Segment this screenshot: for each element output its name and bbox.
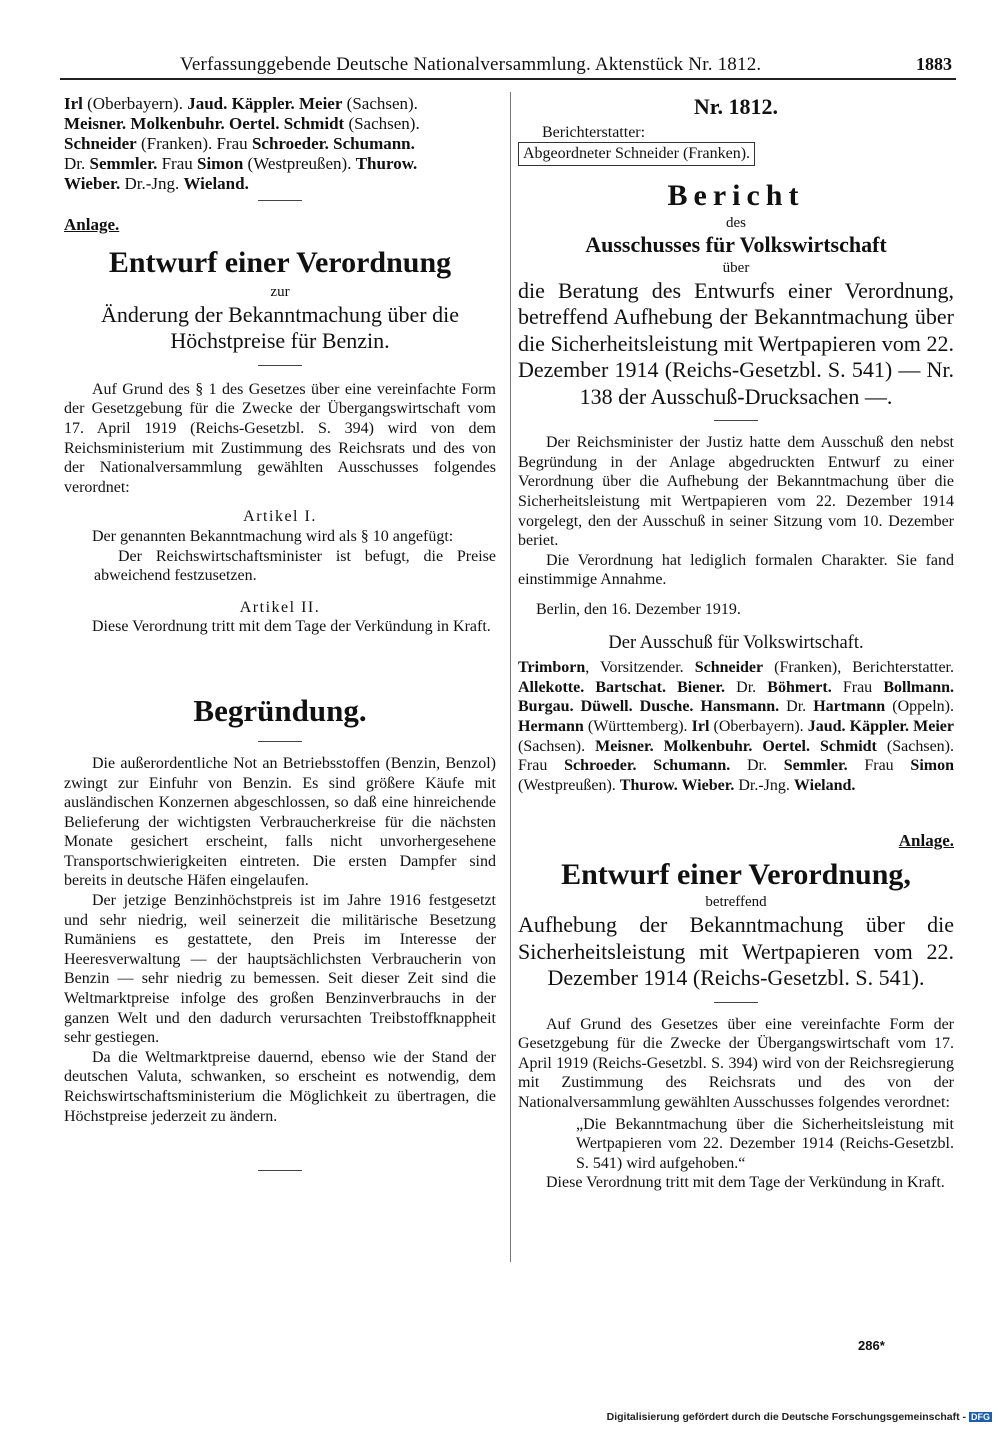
header-title: Verfassunggebende Deutsche Nationalversammlung. Aktenstück Nr. 1812. xyxy=(180,54,762,75)
report-body-1: Der Reichsminister der Justiz hatte dem Ausschuß den nebst Begründung in der Anlage abgedruckten Entwurf zu einer Verordnung über die Aufhebung der Bekanntmachung über die Sicherheitsleistung mit Wertpapieren vom 22. Dezember 1914 vorgelegt, den der Ausschuß in seiner Sitzung vom 10. Dezember beriet. xyxy=(518,434,954,550)
report-body-2: Die Verordnung hat lediglich formalen Charakter. Sie fand einstimmige Annahme. xyxy=(518,551,954,589)
member-line xyxy=(64,134,496,154)
separator-rule xyxy=(258,741,302,742)
draft-subtitle: Aufhebung der Bekanntmachung über die Sicherheitsleistung mit Wertpapieren vom 22. Dezember 1914 (Reichs-Gesetzbl. S. 541). xyxy=(518,912,954,991)
page-signature: 286* xyxy=(858,1338,885,1353)
article-1-heading: Artikel I. xyxy=(243,508,317,526)
committee-signature: Der Ausschuß für Volkswirtschaft. xyxy=(608,632,864,653)
member-name: Simon xyxy=(197,154,244,173)
separator-rule xyxy=(714,420,758,421)
footer-text: Digitalisierung gefördert durch die Deutsche Forschungsgemeinschaft - xyxy=(606,1411,966,1423)
justification-para-3: Da die Weltmarktpreise dauernd, ebenso wie der Stand der deutschen Valuta, schwanken, so erscheint es notwendig, dem Reichswirtschaftsministerium die Möglichkeit zu übertragen, die Höchstpreise jederzeit zu ändern. xyxy=(64,1048,496,1125)
member-note: (Franken), Berichterstatter. xyxy=(763,659,954,677)
article-2-heading: Artikel II. xyxy=(239,598,321,616)
member-name: Semmler. xyxy=(783,757,848,775)
report-title: Bericht xyxy=(667,178,805,212)
report-ueber: über xyxy=(722,259,750,276)
report-des: des xyxy=(726,214,746,231)
draft-subtitle: Änderung der Bekanntmachung über die Höchstpreise für Benzin. xyxy=(101,301,459,354)
member-note: (Westpreußen). xyxy=(243,154,356,173)
member-name: Simon xyxy=(910,757,954,775)
member-note: Frau xyxy=(831,678,884,696)
member-name: Trimborn xyxy=(518,659,586,677)
member-name: Meisner. Molkenbuhr. Oertel. Schmidt xyxy=(64,114,345,133)
member-line xyxy=(64,154,496,174)
committee-title: Ausschusses für Volkswirtschaft xyxy=(585,232,887,258)
member-line xyxy=(64,174,496,194)
page-number: 1883 xyxy=(916,54,952,74)
member-note: (Oberbayern). xyxy=(709,717,808,735)
dfg-logo: DFG xyxy=(971,1412,990,1422)
member-name: Wieber. xyxy=(64,174,121,193)
member-list-continued xyxy=(64,94,496,194)
member-name: Thurow. xyxy=(355,154,418,173)
right-column xyxy=(518,94,954,1193)
member-name: Schroeder. Schumann. xyxy=(564,757,731,775)
draft-title: Entwurf einer Verordnung xyxy=(108,246,452,279)
member-line xyxy=(64,94,496,114)
member-name: Jaud. Käppler. Meier xyxy=(187,94,343,113)
member-name: Wieland. xyxy=(793,776,856,794)
member-note: Frau xyxy=(847,757,911,775)
rapporteur-name: Abgeordneter Schneider (Franken). xyxy=(518,142,954,166)
appendix-label: Anlage. xyxy=(898,831,954,851)
left-column xyxy=(64,94,496,1171)
justification-para-1: Die außerordentliche Not an Betriebsstoffen (Benzin, Benzol) zwingt zur Einfuhr von Benzin. Es sind größere Käufe mit ausländischen Konzernen abgeschlossen, so daß eine hinreichende Belieferung der wichtigsten Verbraucherkreise für die nächsten Monate gesichert erscheint, falls nicht unvorhergesehene Transportschwierigkeiten eintreten. Die ersten Dampfer sind bereits in deutsche Häfen eingelaufen. xyxy=(64,754,496,890)
article-1-text: Der genannten Bekanntmachung wird als § 10 angefügt: xyxy=(92,527,454,545)
draft-zur: zur xyxy=(270,284,290,300)
member-name: Allekotte. Bartschat. Biener. xyxy=(518,678,725,696)
separator-rule xyxy=(258,1170,302,1171)
member-name: Irl xyxy=(64,94,83,113)
draft-closing: Diese Verordnung tritt mit dem Tage der Verkündung in Kraft. xyxy=(546,1174,945,1192)
member-note: Dr.-Jng. xyxy=(734,776,794,794)
member-note: Dr. xyxy=(730,757,784,775)
preamble: Auf Grund des § 1 des Gesetzes über eine vereinfachte Form der Gesetzgebung für die Zwecke der Übergangswirtschaft vom 17. April 1919 (Reichs-Gesetzbl. S. 394) wird von dem Reichsministerium mit Zustimmung des Reichsrats und des von der Nationalversammlung gewählten Ausschusses folgendes verordnet: xyxy=(64,380,496,496)
member-note: (Sachsen). xyxy=(518,737,596,755)
rapporteur-label: Berichterstatter: xyxy=(542,123,646,141)
member-note: (Franken). Frau xyxy=(136,134,252,153)
member-note: (Westpreußen). xyxy=(518,776,620,794)
member-name: Böhmert. xyxy=(767,678,832,696)
member-note: Frau xyxy=(157,154,197,173)
member-name: Jaud. Käppler. Meier xyxy=(807,717,954,735)
member-name: Thurow. Wieber. xyxy=(619,776,735,794)
member-name: Schneider xyxy=(694,659,764,677)
member-note: (Oberbayern). xyxy=(82,94,188,113)
member-note: Dr. xyxy=(779,698,814,716)
justification-heading: Begründung. xyxy=(193,692,367,728)
draft-quote: „Die Bekanntmachung über die Sicherheitsleistung mit Wertpapieren vom 22. Dezember 1914 (Reichs-Gesetzbl. S. 541) wird aufgehoben.“ xyxy=(576,1115,954,1172)
draft-betreffend: betreffend xyxy=(705,894,767,911)
member-note: (Oppeln). xyxy=(885,698,954,716)
member-note: (Sachsen). Frau xyxy=(518,737,954,775)
member-name: Schroeder. Schumann. xyxy=(251,134,415,153)
member-name: Hermann xyxy=(518,717,584,735)
member-name: Irl xyxy=(691,717,710,735)
member-name: Bollmann. Burgau. Düwell. Dusche. Hansmann. xyxy=(518,678,955,716)
separator-rule xyxy=(714,1002,758,1003)
member-line xyxy=(64,114,496,134)
footer-credit xyxy=(607,1411,992,1423)
document-number: Nr. 1812. xyxy=(693,94,779,119)
committee-members xyxy=(518,658,954,795)
column-divider xyxy=(510,92,511,1262)
running-header xyxy=(60,52,956,80)
article-1-quote: Der Reichswirtschaftsminister ist befugt, die Preise abweichend festzusetzen. xyxy=(94,547,496,585)
member-note: (Württemberg). xyxy=(583,717,692,735)
member-name: Hartmann xyxy=(813,698,886,716)
separator-rule xyxy=(258,365,302,366)
article-2-text: Diese Verordnung tritt mit dem Tage der Verkündung in Kraft. xyxy=(92,618,491,636)
member-note: (Sachsen). xyxy=(342,94,418,113)
member-note: Dr. xyxy=(725,678,768,696)
member-name: Meisner. Molkenbuhr. Oertel. Schmidt xyxy=(595,737,877,755)
member-name: Semmler. xyxy=(89,154,158,173)
draft-title: Entwurf einer Verordnung, xyxy=(561,858,911,892)
member-note: (Sachsen). xyxy=(344,114,420,133)
member-note: , Vorsitzender. xyxy=(585,659,695,677)
member-note: Dr. xyxy=(64,154,90,173)
member-name: Schneider xyxy=(64,134,137,153)
justification-para-2: Der jetzige Benzinhöchstpreis ist im Jahre 1916 festgesetzt und sehr niedrig, weil seinerzeit die militärische Besetzung Rumäniens es gestattete, den Preis im Interesse der Heeresverwaltung — der hauptsächlichsten Verbraucherin von Benzin — sehr niedrig zu bemessen. Seit dieser Zeit sind die Weltmarktpreise infolge des großen Benzinverbrauchs in der ganzen Welt und den dadurch verursachten Treibstoffknappheit sehr gestiegen. xyxy=(64,892,496,1047)
appendix-label: Anlage. xyxy=(64,215,120,234)
report-subject: die Beratung des Entwurfs einer Verordnung, betreffend Aufhebung der Bekanntmachung über die Sicherheitsleistung mit Wertpapieren vom 22. Dezember 1914 (Reichs-Gesetzbl. S. 541) — Nr. 138 der Ausschuß-Drucksachen —. xyxy=(518,277,954,409)
member-note: Dr.-Jng. xyxy=(120,174,184,193)
separator-rule xyxy=(258,200,302,201)
draft-preamble: Auf Grund des Gesetzes über eine vereinfachte Form der Gesetzgebung für die Zwecke der Übergangswirtschaft vom 17. April 1919 (Reichs-Gesetzbl. S. 394) wird von der Reichsregierung mit Zustimmung des Reichsrats und des von der Nationalversammlung gewählten Ausschusses folgendes verordnet: xyxy=(518,1015,954,1111)
member-name: Wieland. xyxy=(183,174,249,193)
report-date: Berlin, den 16. Dezember 1919. xyxy=(536,601,741,619)
